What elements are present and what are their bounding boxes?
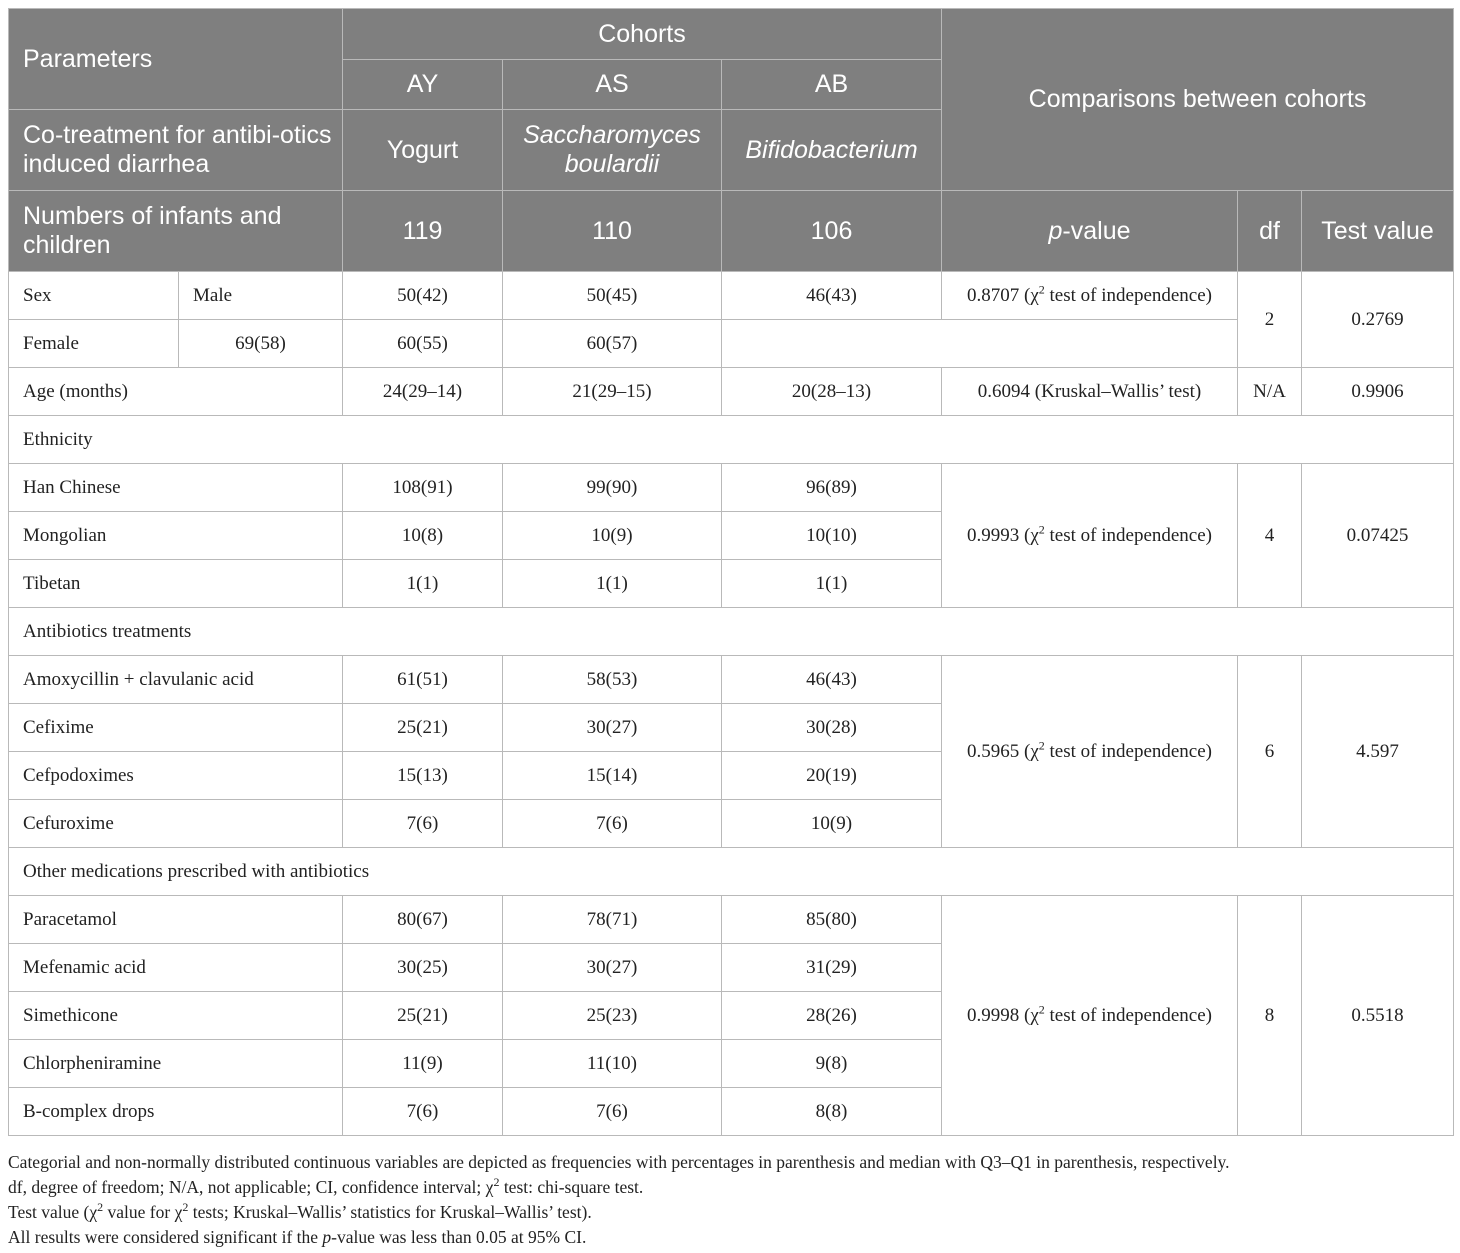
footnote-text: Test value (χ — [8, 1202, 98, 1222]
superscript: 2 — [97, 1200, 104, 1215]
cell-value: 7(6) — [503, 1088, 722, 1136]
superscript: 2 — [1038, 282, 1045, 297]
header-numbers-label: Numbers of infants and children — [9, 191, 343, 272]
cell-value: 85(80) — [722, 896, 942, 944]
cell-df: 8 — [1238, 896, 1302, 1136]
cell-value: 46(43) — [722, 656, 942, 704]
section-row — [9, 608, 1454, 656]
footnote-text: value for χ — [103, 1202, 183, 1222]
p-value-text: 0.9998 (χ — [967, 1004, 1039, 1026]
section-label: Ethnicity — [9, 416, 1454, 464]
row-label: Han Chinese — [9, 464, 343, 512]
footnote-line — [8, 1225, 1448, 1250]
row-label: Amoxycillin + clavulanic acid — [9, 656, 343, 704]
cell-p-value — [942, 464, 1238, 608]
row-label: Female — [9, 320, 179, 368]
footnote-text: All results were considered significant if the — [8, 1227, 323, 1247]
cell-test-value: 4.597 — [1302, 656, 1454, 848]
cell-value: 31(29) — [722, 944, 942, 992]
cell-df: 4 — [1238, 464, 1302, 608]
cell-test-value: 0.07425 — [1302, 464, 1454, 608]
header-cohort-code: AB — [722, 60, 942, 110]
row-label: Age (months) — [9, 368, 343, 416]
cell-value: 46(43) — [722, 272, 942, 320]
cell-df: 2 — [1238, 272, 1302, 368]
p-test-text: test of independence) — [1044, 524, 1212, 546]
cell-value: 1(1) — [503, 560, 722, 608]
cell-value: 7(6) — [343, 800, 503, 848]
cell-test-value: 0.9906 — [1302, 368, 1454, 416]
header-cotreatment: Co-treatment for antibi-otics induced diarrhea — [9, 110, 343, 191]
p-test-text: test of independence) — [1044, 740, 1212, 762]
cell-value: 11(10) — [503, 1040, 722, 1088]
p-test-text: test of independence) — [1044, 1004, 1212, 1026]
row-label: Paracetamol — [9, 896, 343, 944]
cell-value: 30(25) — [343, 944, 503, 992]
cell-value: 1(1) — [343, 560, 503, 608]
cell-df: N/A — [1238, 368, 1302, 416]
cell-value: 30(27) — [503, 944, 722, 992]
row-label: Simethicone — [9, 992, 343, 1040]
header-cohort-name: Saccharomyces boulardii — [503, 110, 722, 191]
row-label: Mefenamic acid — [9, 944, 343, 992]
table-footnotes — [8, 1150, 1448, 1250]
superscript: 2 — [493, 1175, 500, 1190]
cell-value: 50(45) — [503, 272, 722, 320]
p-value-text: 0.9993 (χ — [967, 524, 1039, 546]
cell-df: 6 — [1238, 656, 1302, 848]
cell-value: 61(51) — [343, 656, 503, 704]
header-cohort-code: AS — [503, 60, 722, 110]
cell-value: 108(91) — [343, 464, 503, 512]
row-label: Cefixime — [9, 704, 343, 752]
cell-value: 60(57) — [503, 320, 722, 368]
cell-value: 8(8) — [722, 1088, 942, 1136]
header-cohort-name: Bifidobacterium — [722, 110, 942, 191]
p-value-text: 0.8707 (χ — [967, 284, 1039, 306]
cell-value: 25(21) — [343, 992, 503, 1040]
cell-value: 20(19) — [722, 752, 942, 800]
table-row — [9, 656, 1454, 704]
cell-value: 96(89) — [722, 464, 942, 512]
footnote-line — [8, 1175, 1448, 1200]
table-row — [9, 464, 1454, 512]
row-label: Cefpodoximes — [9, 752, 343, 800]
row-label: Mongolian — [9, 512, 343, 560]
header-p-value — [942, 191, 1238, 272]
cell-value: 50(42) — [343, 272, 503, 320]
footnote-text: test: chi-square test. — [499, 1177, 644, 1197]
header-cohorts: Cohorts — [343, 9, 942, 60]
footnote-text: df, degree of freedom; N/A, not applicable; CI, confidence interval; χ — [8, 1177, 494, 1197]
section-label: Antibiotics treatments — [9, 608, 1454, 656]
cell-value: 58(53) — [503, 656, 722, 704]
header-number: 106 — [722, 191, 942, 272]
superscript: 2 — [1038, 738, 1045, 753]
cell-value: 7(6) — [503, 800, 722, 848]
cell-value: 10(9) — [722, 800, 942, 848]
header-number: 110 — [503, 191, 722, 272]
cell-value: 30(28) — [722, 704, 942, 752]
cell-value: 30(27) — [503, 704, 722, 752]
table-row — [9, 320, 1454, 368]
row-label: Sex — [9, 272, 179, 320]
row-label: B-complex drops — [9, 1088, 343, 1136]
footnote-text: tests; Kruskal–Wallis’ statistics for Kruskal–Wallis’ test). — [188, 1202, 592, 1222]
cell-p-value — [942, 656, 1238, 848]
superscript: 2 — [1038, 1002, 1045, 1017]
p-test-text: test of independence) — [1044, 284, 1212, 306]
cohort-comparison-table — [8, 8, 1454, 1136]
section-label: Other medications prescribed with antibiotics — [9, 848, 1454, 896]
cell-p-value: 0.6094 (Kruskal–Wallis’ test) — [942, 368, 1238, 416]
footnote-p-letter: p — [322, 1227, 332, 1247]
table-row — [9, 272, 1454, 320]
cell-value: 21(29–15) — [503, 368, 722, 416]
footnote-line: Categorial and non-normally distributed continuous variables are depicted as frequencies with percentages in parenthesis and median with Q3–Q1 in parenthesis, respectively. — [8, 1152, 1230, 1172]
superscript: 2 — [182, 1200, 189, 1215]
cell-value: 11(9) — [343, 1040, 503, 1088]
cell-value: 10(9) — [503, 512, 722, 560]
cell-value: 78(71) — [503, 896, 722, 944]
footnote-line — [8, 1200, 1448, 1225]
table-row — [9, 896, 1454, 944]
footnote-text: -value was less than 0.05 at 95% CI. — [331, 1227, 587, 1247]
cell-value: 60(55) — [343, 320, 503, 368]
header-df: df — [1238, 191, 1302, 272]
cell-test-value: 0.5518 — [1302, 896, 1454, 1136]
cell-value: 69(58) — [179, 320, 343, 368]
section-row — [9, 416, 1454, 464]
cell-value: 99(90) — [503, 464, 722, 512]
cell-value: 9(8) — [722, 1040, 942, 1088]
cell-p-value — [942, 272, 1238, 320]
row-label: Cefuroxime — [9, 800, 343, 848]
header-comparisons: Comparisons between cohorts — [942, 9, 1454, 191]
header-p-letter: p — [1048, 216, 1063, 245]
cell-value: 10(8) — [343, 512, 503, 560]
cell-value: 28(26) — [722, 992, 942, 1040]
row-sublabel: Male — [179, 272, 343, 320]
cell-p-value — [942, 896, 1238, 1136]
header-cohort-code: AY — [343, 60, 503, 110]
row-label: Tibetan — [9, 560, 343, 608]
cell-test-value: 0.2769 — [1302, 272, 1454, 368]
header-test-value: Test value — [1302, 191, 1454, 272]
cell-value: 25(23) — [503, 992, 722, 1040]
cell-value: 24(29–14) — [343, 368, 503, 416]
section-row — [9, 848, 1454, 896]
header-cohort-name: Yogurt — [343, 110, 503, 191]
cell-empty — [722, 320, 1238, 368]
cell-value: 25(21) — [343, 704, 503, 752]
cell-value: 20(28–13) — [722, 368, 942, 416]
cell-value: 10(10) — [722, 512, 942, 560]
cell-value: 80(67) — [343, 896, 503, 944]
cell-value: 7(6) — [343, 1088, 503, 1136]
header-parameters: Parameters — [9, 9, 343, 110]
header-p-suffix: -value — [1062, 216, 1131, 245]
cell-value: 1(1) — [722, 560, 942, 608]
row-label: Chlorpheniramine — [9, 1040, 343, 1088]
table-row — [9, 368, 1454, 416]
p-value-text: 0.5965 (χ — [967, 740, 1039, 762]
superscript: 2 — [1038, 522, 1045, 537]
header-number: 119 — [343, 191, 503, 272]
cell-value: 15(14) — [503, 752, 722, 800]
cell-value: 15(13) — [343, 752, 503, 800]
